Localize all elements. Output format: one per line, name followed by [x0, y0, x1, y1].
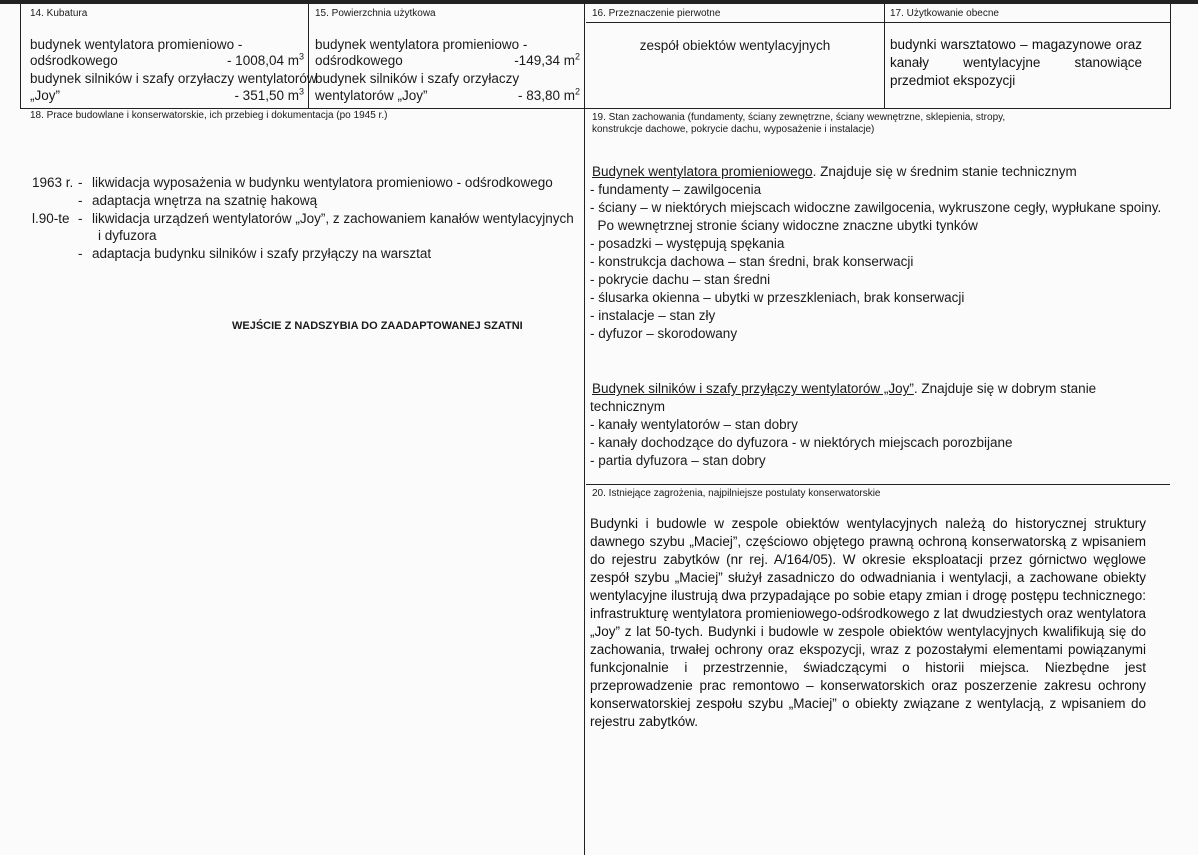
list-item: - ślusarka okienna – ubytki w przeszkleniach, brak konserwacji	[590, 290, 965, 305]
f19-building-2-heading	[592, 380, 1096, 398]
divider-19-20	[586, 484, 1170, 485]
f18-photo-caption: WEJŚCIE Z NADSZYBIA DO ZAADAPTOWANEJ SZATNI	[232, 320, 523, 332]
field-15-label: 15. Powierzchnia użytkowa	[315, 8, 436, 19]
divider-14-15	[308, 4, 309, 108]
f18-entry-text: adaptacja budynku silników i szafy przyłączy na warsztat	[92, 246, 432, 261]
f19-building-1-heading	[592, 163, 1077, 181]
f18-entry-dash: -	[78, 211, 83, 226]
f14-b2-value: - 351,50 $m^3$	[234, 86, 304, 103]
field-18-label: 18. Prace budowlane i konserwatorskie, ich przebieg i dokumentacja (po 1945 r.)	[30, 110, 388, 121]
f18-entry-dash: -	[78, 175, 83, 190]
f19-building-2-intro: . Znajduje się w dobrym stanie	[913, 381, 1097, 396]
f18-entry-text: likwidacja urządzeń wentylatorów „Joy”, z zachowaniem kanałów wentylacyjnych	[92, 211, 574, 226]
divider-16-17	[884, 4, 885, 108]
f18-entry-dash: -	[78, 246, 83, 261]
label-underline-16-17	[586, 22, 1170, 23]
f14-b1-name-2: odśrodkowego	[30, 53, 118, 68]
f15-b2-value: - 83,80 $m^2$	[517, 86, 580, 103]
field-19-label-1: 19. Stan zachowania (fundamenty, ściany zewnętrzne, ściany wewnętrzne, sklepienia, stropy,	[592, 112, 1006, 123]
field-19-label-2: konstrukcje dachowe, pokrycie dachu, wyposażenie i instalacje)	[592, 124, 875, 135]
f15-b1-name-1: budynek wentylatora promieniowo -	[315, 37, 528, 52]
list-item: - dyfuzor – skorodowany	[590, 326, 738, 341]
f14-b2-name-2: „Joy”	[30, 88, 60, 103]
field-16-value: zespół obiektów wentylacyjnych	[639, 38, 831, 53]
list-item: - kanały wentylatorów – stan dobry	[590, 417, 798, 432]
field-14-label: 14. Kubatura	[30, 8, 88, 19]
f18-entry-dash: -	[78, 193, 83, 208]
f15-b1-name-2: odśrodkowego	[315, 53, 403, 68]
field-20-label: 20. Istniejące zagrożenia, najpilniejsze postulaty konserwatorskie	[592, 488, 881, 499]
f19-building-1-title: Budynek wentylatora promieniowego	[592, 164, 813, 179]
f19-building-2-intro-2: technicznym	[590, 399, 666, 414]
f15-b2-name-1: budynek silników i szafy orzyłaczy	[315, 71, 520, 86]
f14-b2-name-1: budynek silników i szafy orzyłaczy wentylatorów	[30, 71, 317, 86]
field-17-label: 17. Użytkowanie obecne	[890, 8, 999, 19]
row-divider	[20, 108, 1171, 109]
f15-b2-name-2: wentylatorów „Joy”	[315, 88, 428, 103]
list-item: - posadzki – występują spękania	[590, 236, 785, 251]
f14-b1-value: - 1008,04 $m^3$	[226, 51, 304, 68]
f18-entry-text: i dyfuzora	[98, 228, 157, 243]
list-item: - partia dyfuzora – stan dobry	[590, 453, 766, 468]
f18-entry-date: l.90-te	[32, 211, 70, 226]
field-17-value: budynki warsztatowo – magazynowe oraz kanały wentylacyjne stanowiące przedmiot ekspozycji	[890, 37, 1142, 88]
right-border	[1170, 4, 1171, 108]
f18-entry-date: 1963 r.	[32, 175, 74, 190]
list-item: Po wewnętrznej stronie ściany widoczne znaczne ubytki tynków	[590, 218, 978, 233]
field-20-text: Budynki i budowle w zespole obiektów wentylacyjnych należą do historycznej struktury dawnego szybu „Maciej”, częściowo objętego prawną ochroną konserwatorską z wpisaniem do rejestru zabytków (nr rej. A/164/05). W okresie eksploatacji przez górnictwo węglowe zespół szybu „Maciej” służył zasadniczo do odwadniania i wentylacji, a zachowane obiekty wentylacyjne ilustrują dwa przypadające po sobie etapy zmian i drogę postępu technicznego: infrastrukturę wentylatora promieniowego-odśrodkowego z lat dwudziestych oraz wentylatora „Joy” z lat 50-tych. Budynki i budowle w zespole obiektów wentylacyjnych kwalifikują się do zachowania, trwałej ochrony oraz ekspozycji, wraz z pozostałymi elementami powiązanymi funkcjonalnie i przestrzennie, świadczącymi o historii miejsca. Niezbędne jest przeprowadzenie prac remontowo – konserwatorskich oraz poszerzenie zakresu ochrony konserwatorskiej zespołu szybu „Maciej” o obiekty związane z wentylacją, z wpisaniem do rejestru zabytków.	[590, 516, 1146, 729]
f19-building-2-title: Budynek silników i szafy przyłączy wentylatorów „Joy”	[592, 381, 914, 396]
list-item: - ściany – w niektórych miejscach widoczne zawilgocenia, wykruszone cegły, wypłukane spoiny.	[590, 200, 1162, 215]
f14-b1-name-1: budynek wentylatora promieniowo -	[30, 37, 243, 52]
list-item: - konstrukcja dachowa – stan średni, brak konserwacji	[590, 254, 914, 269]
field-16-label: 16. Przeznaczenie pierwotne	[592, 8, 721, 19]
f18-entry-text: adaptacja wnętrza na szatnię hakową	[92, 193, 318, 208]
top-border	[0, 0, 1198, 4]
list-item: - instalacje – stan zły	[590, 308, 716, 323]
f19-building-1-intro: . Znajduje się w średnim stanie technicznym	[812, 164, 1077, 179]
divider-main	[584, 4, 585, 855]
list-item: - kanały dochodzące do dyfuzora - w niektórych miejscach porozbijane	[590, 435, 1013, 450]
left-border	[20, 4, 21, 108]
list-item: - fundamenty – zawilgocenia	[590, 182, 762, 197]
f15-b1-value: -149,34 $m^2$	[514, 51, 580, 68]
list-item: - pokrycie dachu – stan średni	[590, 272, 771, 287]
f18-entry-text: likwidacja wyposażenia w budynku wentylatora promieniowo - odśrodkowego	[92, 175, 553, 190]
